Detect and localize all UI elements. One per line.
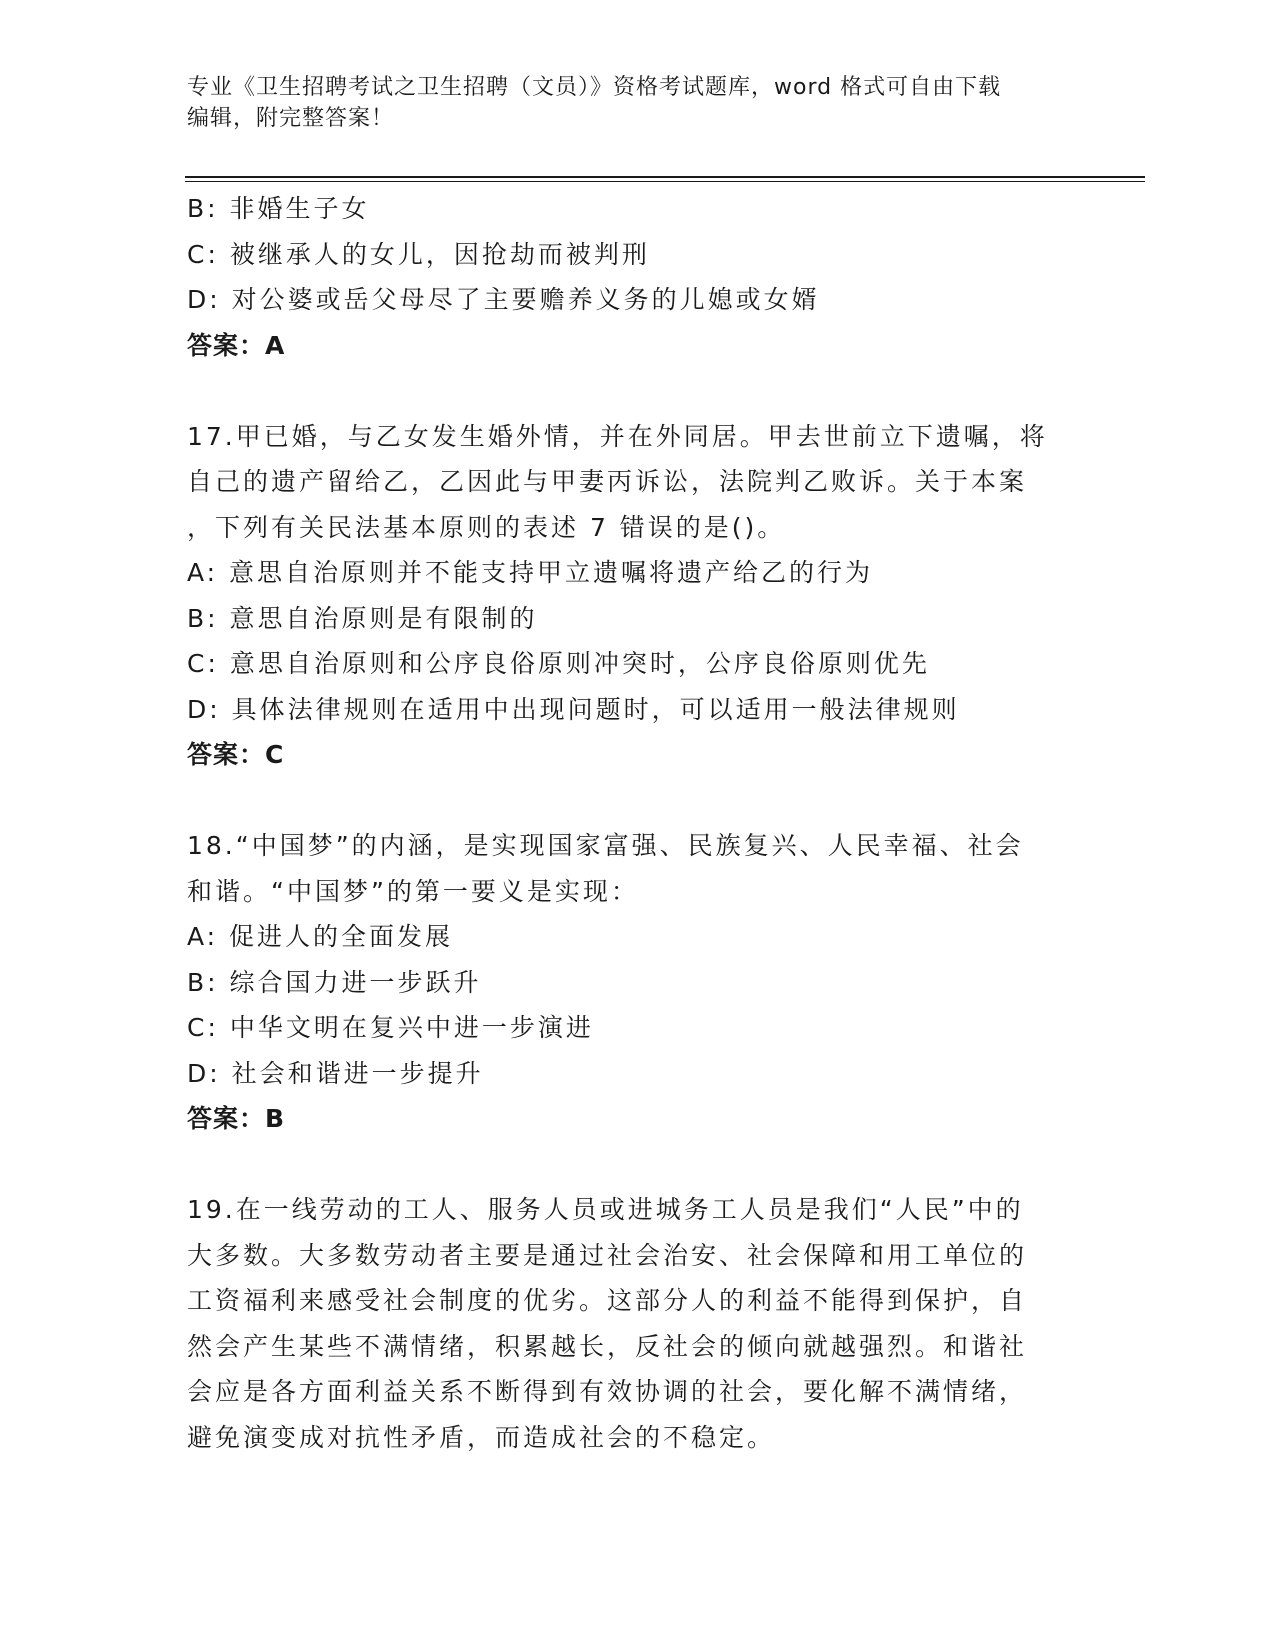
page-header [187, 72, 1087, 134]
option-d: D: 对公婆或岳父母尽了主要赡养义务的儿媳或女婿 [187, 285, 820, 314]
option-b: B: 综合国力进一步跃升 [187, 967, 482, 997]
question-19 [187, 1187, 1087, 1460]
header-divider-thin [185, 181, 1145, 182]
question-stem: 19.在一线劳动的工人、服务人员或进城务工人员是我们“人民”中的 [187, 1195, 1024, 1224]
document-body [187, 186, 1087, 1460]
header-line-1: 专业《卫生招聘考试之卫生招聘（文员）》资格考试题库，word 格式可自由下载 [187, 75, 1002, 100]
question-18 [187, 823, 1087, 1142]
option-c: C: 意思自治原则和公序良俗原则冲突时，公序良俗原则优先 [187, 649, 930, 678]
option-a: A: 促进人的全面发展 [187, 922, 454, 951]
option-d: D: 具体法律规则在适用中出现问题时，可以适用一般法律规则 [187, 694, 960, 724]
option-c: C: 被继承人的女儿，因抢劫而被判刑 [187, 239, 650, 269]
answer: 答案：B [187, 1104, 286, 1133]
question-stem: 大多数。大多数劳动者主要是通过社会治安、社会保障和用工单位的 [187, 1240, 1028, 1270]
option-a: A: 意思自治原则并不能支持甲立遗嘱将遗产给乙的行为 [187, 558, 874, 587]
question-stem: 18.“中国梦”的内涵，是实现国家富强、民族复兴、人民幸福、社会 [187, 831, 1024, 860]
question-17 [187, 414, 1087, 778]
option-c: C: 中华文明在复兴中进一步演进 [187, 1013, 594, 1042]
answer: 答案：C [187, 740, 285, 769]
option-d: D: 社会和谐进一步提升 [187, 1058, 484, 1088]
question-stem: 和谐。“中国梦”的第一要义是实现： [187, 876, 639, 906]
option-b: B: 意思自治原则是有限制的 [187, 603, 538, 633]
question-stem: 自己的遗产留给乙，乙因此与甲妻丙诉讼，法院判乙败诉。关于本案 [187, 467, 1028, 496]
question-stem: 工资福利来感受社会制度的优劣。这部分人的利益不能得到保护，自 [187, 1286, 1028, 1315]
question-stem: 然会产生某些不满情绪，积累越长，反社会的倾向就越强烈。和谐社 [187, 1331, 1028, 1361]
option-b: B: 非婚生子女 [187, 194, 370, 223]
header-line-2: 编辑，附完整答案！ [187, 106, 395, 131]
question-stem: 避免演变成对抗性矛盾，而造成社会的不稳定。 [187, 1422, 776, 1452]
question-stem: 17.甲已婚，与乙女发生婚外情，并在外同居。甲去世前立下遗嘱，将 [187, 421, 1048, 451]
spacer [187, 1142, 1087, 1188]
question-16 [187, 186, 1087, 368]
answer: 答案：A [187, 330, 286, 360]
question-stem: 会应是各方面利益关系不断得到有效协调的社会，要化解不满情绪， [187, 1377, 1028, 1406]
spacer [187, 368, 1087, 414]
header-divider-thick [185, 176, 1145, 178]
question-stem: ，下列有关民法基本原则的表述 7 错误的是()。 [187, 512, 786, 542]
spacer [187, 778, 1087, 824]
